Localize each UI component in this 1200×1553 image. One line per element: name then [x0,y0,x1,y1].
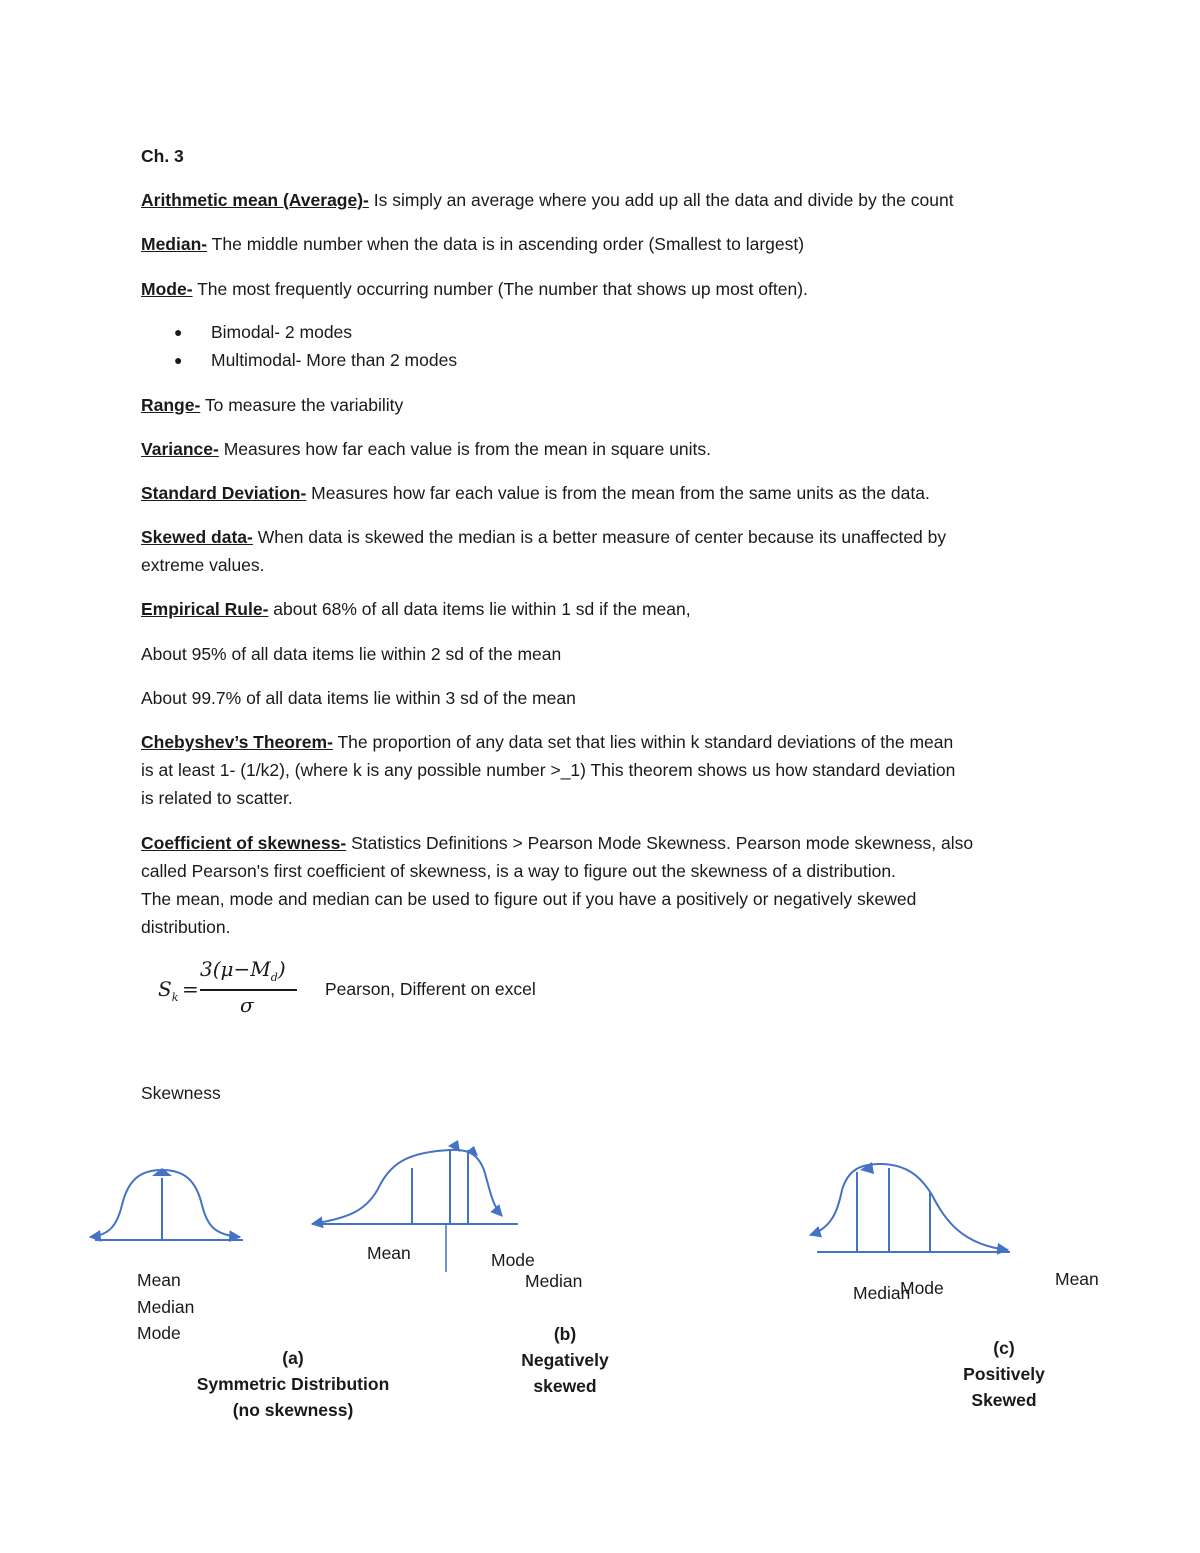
coef-line3: The mean, mode and median can be used to figure out if you have a positively or negatively skewed [141,889,917,909]
diagram-c-label-mode: Mode [900,1278,944,1298]
caption-title: Symmetric Distribution [196,1374,390,1394]
chapter-heading: Ch. 3 [141,146,184,166]
definition-text: The middle number when the data is in ascending order (Smallest to largest) [207,234,805,254]
term-median: Median- [141,234,208,254]
peak-arrow-icon [860,1162,874,1174]
definition-text: Is simply an average where you add up all the data and divide by the count [368,190,954,210]
diagram-b-label-mode: Mode [491,1250,535,1270]
term-skewed: Skewed data- [141,527,253,547]
caption-letter: (b) [553,1324,577,1344]
diagram-a-caption [175,1345,411,1423]
diagram-b-negative [312,1140,518,1272]
empirical-line3: About 99.7% of all data items lie within 3 sd of the mean [141,688,576,708]
coef-line2: called Pearson's first coefficient of skewness, is a way to figure out the skewness of a distribution. [141,861,896,881]
formula-note: Pearson, Different on excel [325,979,536,999]
diagram-c-caption [934,1335,1074,1413]
chebyshev-line2: is at least 1- (1/k2), (where k is any possible number >_1) This theorem shows us how standard deviation [141,760,956,780]
term-variance: Variance- [141,439,219,459]
definition-text: When data is skewed the median is a better measure of center because its unaffected by [252,527,947,547]
diagram-b-label-median: Median [525,1271,583,1291]
formula-lhs-sub: k [171,991,179,1004]
positive-curve [810,1164,1008,1250]
bullet-multimodal: Multimodal- More than 2 modes [211,350,458,370]
definition-text: about 68% of all data items lie within 1 sd if the mean, [268,599,691,619]
formula-equals: = [182,977,199,1001]
symmetric-curve [90,1170,240,1237]
definition-skewed-line2: extreme values. [141,555,265,575]
caption-letter: (a) [282,1348,304,1368]
caption-subtitle: skewed [533,1376,597,1396]
diagram-b-label-mean: Mean [367,1243,411,1263]
definition-text: Measures how far each value is from the mean from the same units as the data. [306,483,930,503]
bullet-bimodal: Bimodal- 2 modes [211,322,353,342]
bullet-icon: ● [174,352,183,368]
negative-curve [312,1150,502,1224]
definition-text: The most frequently occurring number (The number that shows up most often). [192,279,808,299]
diagram-a-symmetric [90,1168,243,1240]
coef-line4: distribution. [141,917,231,937]
peak-arrow-icon [152,1168,172,1176]
term-empirical: Empirical Rule- [141,599,269,619]
diagram-c-positive [810,1162,1010,1252]
diagram-a-label-median: Median [137,1297,195,1317]
formula-denominator: σ [240,993,254,1017]
caption-title: Positively [963,1364,1045,1384]
formula-num-post: ) [277,957,286,981]
term-mean: Arithmetic mean (Average)- [141,190,369,210]
formula-num-pre: 3(μ−M [200,957,271,981]
definition-text: The proportion of any data set that lies within k standard deviations of the mean [332,732,954,752]
empirical-line2: About 95% of all data items lie within 2 sd of the mean [141,644,562,664]
caption-letter: (c) [993,1338,1015,1358]
definition-text: Statistics Definitions > Pearson Mode Skewness. Pearson mode skewness, also [346,833,974,853]
formula-lhs-symbol: S [158,977,172,1001]
term-mode: Mode- [141,279,193,299]
formula-num-sub: d [270,971,278,984]
diagram-c-label-median: Median [853,1283,911,1303]
diagram-a-label-mode: Mode [137,1323,181,1343]
caption-subtitle: Skewed [971,1390,1037,1410]
definition-text: Measures how far each value is from the mean in square units. [218,439,712,459]
caption-title: Negatively [521,1350,609,1370]
term-chebyshev: Chebyshev’s Theorem- [141,732,333,752]
term-range: Range- [141,395,201,415]
term-coef: Coefficient of skewness- [141,833,347,853]
diagram-a-label-mean: Mean [137,1270,181,1290]
diagram-b-caption [495,1321,635,1399]
diagram-c-label-mean: Mean [1055,1269,1099,1289]
chebyshev-line3: is related to scatter. [141,788,293,808]
caption-subtitle: (no skewness) [232,1400,354,1420]
definition-text: To measure the variability [200,395,404,415]
skewness-heading: Skewness [141,1083,221,1103]
bullet-icon: ● [174,324,183,340]
term-sd: Standard Deviation- [141,483,307,503]
